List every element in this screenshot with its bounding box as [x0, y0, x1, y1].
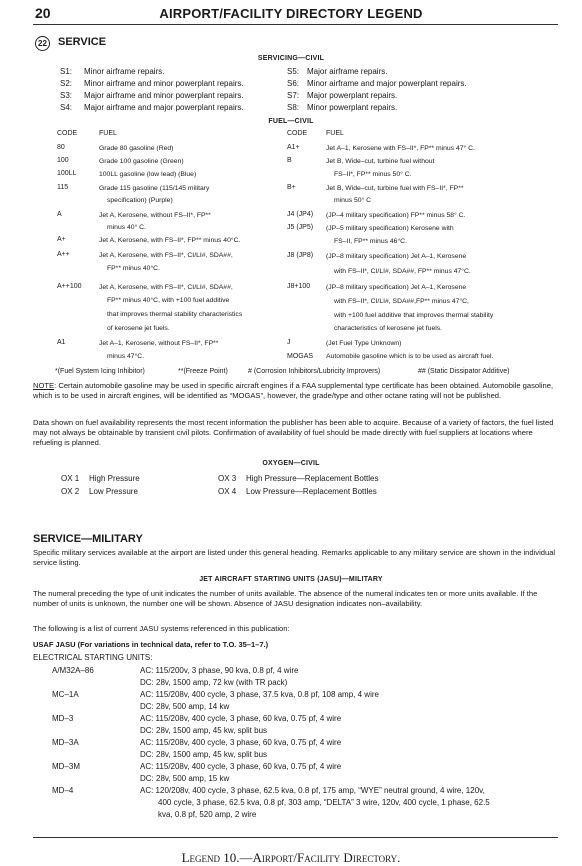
fuel-code: J5 (JP5)	[287, 224, 314, 231]
oxygen-code: OX 3	[218, 474, 237, 483]
jasu-unit-spec: AC: 115/200v, 3 phase, 90 kva, 0.8 pf, 4 wire	[140, 666, 299, 675]
header-title: AIRPORT/FACILITY DIRECTORY LEGEND	[159, 6, 423, 21]
oxygen-code: OX 4	[218, 487, 237, 496]
servicing-code: S2:	[60, 79, 73, 88]
servicing-text: Minor airframe and major powerplant repairs.	[307, 79, 467, 88]
fuel-code: J8+100	[287, 283, 311, 290]
servicing-text: Minor powerplant repairs.	[307, 103, 398, 112]
fuel-code: 80	[57, 144, 65, 151]
fuel-code: A1+	[287, 144, 300, 151]
jasu-unit-spec: DC: 28v, 500 amp, 15 kw	[140, 774, 230, 783]
footnote: **(Freeze Point)	[178, 368, 228, 375]
fuel-code: 100LL	[57, 170, 77, 177]
jasu-unit-spec: AC: 115/208v, 400 cycle, 3 phase, 60 kva, 0.75 pf, 4 wire	[140, 762, 342, 771]
footnote: *(Fuel System Icing Inhibitor)	[55, 368, 145, 375]
fuel-col-fuel: FUEL	[326, 130, 344, 137]
fuel-desc: Grade 115 gasoline (115/145 military	[99, 185, 210, 192]
jasu-unit-name: MD–3A	[52, 738, 79, 747]
bottom-rule	[33, 837, 558, 838]
oxygen-text: Low Pressure—Replacement Bottles	[246, 487, 377, 496]
fuel-desc: (JP–8 military specification) Jet A–1, Kerosene	[326, 253, 467, 260]
fuel-code: A1	[57, 339, 66, 346]
fuel-desc: specification) (Purple)	[107, 197, 173, 204]
legend-caption: Legend 10.—Airport/Facility Directory.	[181, 850, 401, 865]
service-military-title: SERVICE—MILITARY	[33, 533, 143, 545]
jasu-unit-spec: DC: 28v, 1500 amp, 45 kw, split bus	[140, 726, 268, 735]
note-text: : Certain automobile gasoline may be used in specific aircraft engines if a FAA supplemental type certificate has been obtained. Automobile gasoline, which is to be used in aircraft engines, will be identified as “MOGAS”, however, the grade/type and other octane rating will not be published.	[33, 381, 554, 401]
servicing-text: Major powerplant repairs.	[307, 91, 398, 100]
jasu-unit-spec: DC: 28v, 1500 amp, 72 kw (with TR pack)	[140, 678, 288, 687]
oxygen-text: High Pressure—Replacement Bottles	[246, 474, 379, 483]
page-number: 20	[35, 5, 51, 21]
fuel-code: A++	[57, 251, 70, 258]
header-rule	[33, 24, 558, 25]
footnote: ## (Static Dissipator Additive)	[418, 368, 510, 375]
jasu-unit-name: MD–3M	[52, 762, 81, 771]
fuel-code: J	[287, 339, 291, 346]
fuel-civil-title: FUEL—CIVIL	[268, 118, 314, 125]
note-label: NOTE	[33, 381, 55, 390]
jasu-paragraph: The numeral preceding the type of unit indicates the number of units available. The absence of the numeral indicates ten or more units available. If the number of units is unknown, the number one will be shown. Absence of JASU designation indicates non–availability.	[33, 589, 538, 609]
electrical-title: ELECTRICAL STARTING UNITS:	[33, 653, 153, 662]
servicing-text: Minor airframe repairs.	[84, 67, 165, 76]
fuel-desc: FP** minus 40°C, with +100 fuel additive	[107, 297, 230, 304]
fuel-desc: Jet A–1, Kerosene with FS–II*, FP** minus 47° C.	[326, 145, 475, 152]
oxygen-civil-title: OXYGEN—CIVIL	[262, 460, 320, 467]
fuel-code: A+	[57, 236, 66, 243]
fuel-desc: minus 40° C.	[107, 224, 146, 231]
fuel-desc: with FS–II*, CI/LI#, SDA##,FP** minus 47°C,	[334, 298, 469, 305]
fuel-code: J4 (JP4)	[287, 211, 314, 218]
servicing-code: S6:	[287, 79, 300, 88]
jasu-unit-name: MD–4	[52, 786, 74, 795]
fuel-col-code: CODE	[57, 130, 78, 137]
fuel-desc: Jet A, Kerosene, without FS–II*, FP**	[99, 212, 211, 219]
fuel-desc: characteristics of kerosene jet fuels.	[334, 325, 443, 332]
jasu-unit-spec: AC: 115/208v, 400 cycle, 3 phase, 37.5 kva, 0.8 pf, 108 amp, 4 wire	[140, 690, 379, 699]
fuel-code: A	[57, 211, 62, 218]
jasu-title: JET AIRCRAFT STARTING UNITS (JASU)—MILITARY	[199, 576, 383, 583]
fuel-data-paragraph: Data shown on fuel availability represents the most recent information the publisher has been able to acquire. Because of a variety of factors, the fuel listed may not always be obtainable by transient civil pilots. Confirmation of availability of fuel should be made directly with fuel suppliers at locations where refueling is planned.	[33, 418, 554, 448]
oxygen-code: OX 1	[61, 474, 80, 483]
jasu-unit-spec: kva, 0.8 pf, 520 amp, 2 wire	[158, 810, 257, 819]
servicing-civil-title: SERVICING—CIVIL	[257, 55, 325, 62]
fuel-desc: (JP–4 military specification) FP** minus 58° C.	[326, 212, 466, 219]
oxygen-code: OX 2	[61, 487, 80, 496]
fuel-desc: FP** minus 40°C.	[107, 265, 160, 272]
jasu-unit-spec: AC: 115/208v, 400 cycle, 3 phase, 60 kva, 0.75 pf, 4 wire	[140, 738, 342, 747]
fuel-desc: that improves thermal stability characteristics	[107, 311, 243, 318]
servicing-text: Major airframe and minor powerplant repairs.	[84, 91, 244, 100]
jasu-list-intro: The following is a list of current JASU systems referenced in this publication:	[33, 624, 290, 633]
fuel-desc: FS–II, FP** minus 46°C.	[334, 238, 407, 245]
servicing-code: S1:	[60, 67, 73, 76]
fuel-desc: Jet B, Wide–cut, turbine fuel with FS–II*, FP**	[326, 185, 464, 192]
servicing-code: S7:	[287, 91, 300, 100]
fuel-desc: (JP–5 military specification) Kerosene with	[326, 225, 454, 232]
fuel-code: 100	[57, 157, 69, 164]
servicing-text: Major airframe repairs.	[307, 67, 388, 76]
fuel-desc: with +100 fuel additive that improves thermal stability	[334, 312, 494, 319]
fuel-note-paragraph	[33, 381, 558, 401]
jasu-unit-spec: AC: 115/208v, 400 cycle, 3 phase, 60 kva, 0.75 pf, 4 wire	[140, 714, 342, 723]
usaf-jasu-title: USAF JASU (For variations in technical data, refer to T.O. 35–1–7.)	[33, 640, 269, 649]
servicing-code: S5:	[287, 67, 300, 76]
service-title: SERVICE	[58, 36, 107, 48]
jasu-unit-spec: AC: 120/208v, 400 cycle, 3 phase, 62.5 kva, 0.8 pf, 175 amp, “WYE” neutral ground, 4 wire, 120v,	[140, 786, 485, 795]
servicing-text: Major airframe and major powerplant repairs.	[84, 103, 244, 112]
fuel-desc: (JP–8 military specification) Jet A–1, Kerosene	[326, 284, 467, 291]
oxygen-text: Low Pressure	[89, 487, 138, 496]
fuel-desc: minus 47°C.	[107, 353, 145, 360]
footnote: # (Corrosion Inhibitors/Lubricity Improvers)	[248, 368, 381, 375]
fuel-desc: FS–II*, FP** minus 50° C.	[334, 171, 412, 178]
fuel-code: 115	[57, 184, 69, 191]
fuel-desc: Grade 80 gasoline (Red)	[99, 145, 174, 152]
fuel-desc: Jet B, Wide–cut, turbine fuel without	[326, 158, 435, 165]
fuel-desc: with FS–II*, CI/LI#, SDA##, FP** minus 47°C.	[334, 268, 471, 275]
fuel-desc: Jet A, Kerosene, with FS–II*, FP** minus 40°C.	[99, 237, 241, 244]
fuel-desc: minus 50° C	[334, 197, 372, 204]
fuel-desc: Grade 100 gasoline (Green)	[99, 158, 184, 165]
section-number-badge: 22	[35, 36, 50, 51]
fuel-desc: (Jet Fuel Type Unknown)	[326, 340, 402, 347]
servicing-text: Minor airframe and minor powerplant repairs.	[84, 79, 244, 88]
fuel-code: A++100	[57, 283, 82, 290]
oxygen-text: High Pressure	[89, 474, 140, 483]
fuel-desc: Jet A–1, Kerosene, without FS–II*, FP**	[99, 340, 219, 347]
fuel-code: MOGAS	[287, 353, 314, 360]
jasu-unit-spec: DC: 28v, 500 amp, 14 kw	[140, 702, 230, 711]
servicing-code: S4:	[60, 103, 73, 112]
fuel-code: B+	[287, 184, 296, 191]
fuel-desc: 100LL gasoline (low lead) (Blue)	[99, 171, 197, 178]
servicing-code: S8:	[287, 103, 300, 112]
fuel-desc: Jet A, Kerosene, with FS–II*, CI/LI#, SDA##,	[99, 284, 233, 291]
fuel-desc: of kerosene jet fuels.	[107, 325, 170, 332]
fuel-col-code: CODE	[287, 130, 308, 137]
fuel-desc: Jet A, Kerosene, with FS–II*, CI/LI#, SDA##,	[99, 252, 233, 259]
servicing-code: S3:	[60, 91, 73, 100]
jasu-unit-name: MC–1A	[52, 690, 79, 699]
fuel-col-fuel: FUEL	[99, 130, 117, 137]
fuel-desc: Automobile gasoline which is to be used as aircraft fuel.	[326, 353, 494, 360]
jasu-unit-name: MD–3	[52, 714, 74, 723]
jasu-unit-spec: 400 cycle, 3 phase, 62.5 kva, 0.8 pf, 303 amp, “DELTA” 3 wire, 120v, 400 cycle, 1 phase, 62.5	[158, 798, 490, 807]
fuel-code: J8 (JP8)	[287, 252, 314, 259]
service-military-intro: Specific military services available at the airport are listed under this general heading. Remarks applicable to any military service are shown in the individual service listing.	[33, 548, 556, 568]
jasu-unit-spec: DC: 28v, 1500 amp, 45 kw, split bus	[140, 750, 268, 759]
jasu-unit-name: A/M32A–86	[52, 666, 94, 675]
fuel-code: B	[287, 157, 292, 164]
